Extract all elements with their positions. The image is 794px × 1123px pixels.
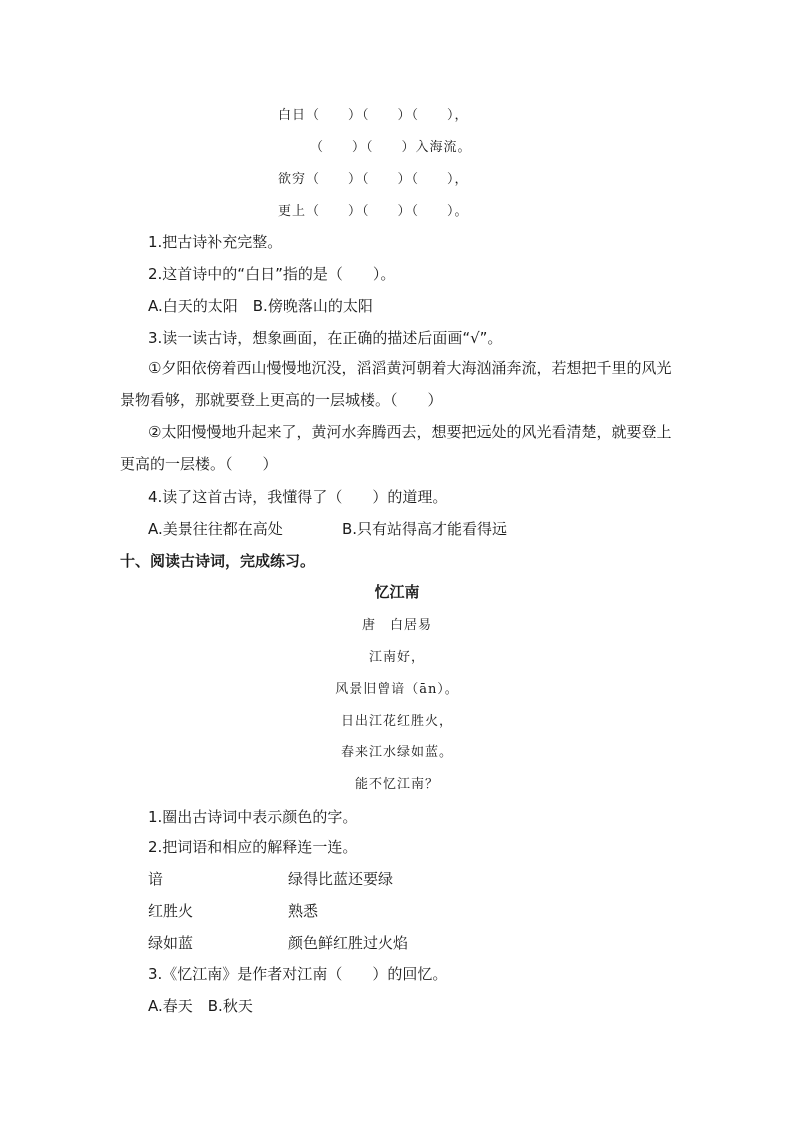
poem-title: 忆江南 [374,583,420,601]
match-right-item: 颜色鲜红胜过火焰 [288,934,409,952]
question-4: 4.读了这首古诗，我懂得了（ ）的道理。 [148,488,448,506]
match-left-item: 红胜火 [148,902,194,920]
poem-question-2: 2.把词语和相应的解释连一连。 [148,838,358,856]
match-right-item: 绿得比蓝还要绿 [288,870,394,888]
match-right-item: 熟悉 [288,902,319,920]
poem-question-3: 3.《忆江南》是作者对江南（ ）的回忆。 [148,965,448,983]
match-left-item: 绿如蓝 [148,934,194,952]
poem-line-2: 风景旧曾谙（ān）。 [335,682,459,697]
match-left-item: 谙 [148,870,164,888]
poem-line-3: 日出江花红胜火， [340,714,453,729]
poem-line-5: 能不忆江南？ [354,777,439,792]
question-4-option-b: B.只有站得高才能看得远 [342,520,508,538]
poem-blank-line-3: 欲穷（ ）（ ）（ ）， [278,172,469,187]
poem-blank-line-1: 白日（ ）（ ）（ ）， [278,108,469,123]
question-2-options: A.白天的太阳 B.傍晚落山的太阳 [148,297,373,315]
question-4-option-a: A.美景往往都在高处 [148,520,283,538]
poem-question-1: 1.圈出古诗词中表示颜色的字。 [148,808,358,826]
question-3-option-b: ②太阳慢慢地升起来了，黄河水奔腾西去，想要把远处的风光看清楚，就要登上更高的一层楼。（ ） [120,423,672,473]
poem-line-4: 春来江水绿如蓝。 [340,745,453,760]
poem-blank-line-4: 更上（ ）（ ）（ ）。 [278,204,469,219]
question-1: 1.把古诗补充完整。 [148,233,283,251]
question-3: 3.读一读古诗，想象画面，在正确的描述后面画“√”。 [148,329,503,347]
poem-line-1: 江南好， [368,650,425,665]
poem-question-3-options: A.春天 B.秋天 [148,997,253,1015]
poem-blank-line-2: （ ）（ ）入海流。 [310,140,472,155]
section-10-heading: 十、阅读古诗词，完成练习。 [120,552,316,570]
question-2: 2.这首诗中的“白日”指的是（ ）。 [148,265,396,283]
poem-author: 唐 白居易 [361,618,432,633]
question-3-option-a: ①夕阳依傍着西山慢慢地沉没，滔滔黄河朝着大海汹涌奔流，若想把千里的风光景物看够，那就要登上更高的一层城楼。（ ） [120,359,672,409]
